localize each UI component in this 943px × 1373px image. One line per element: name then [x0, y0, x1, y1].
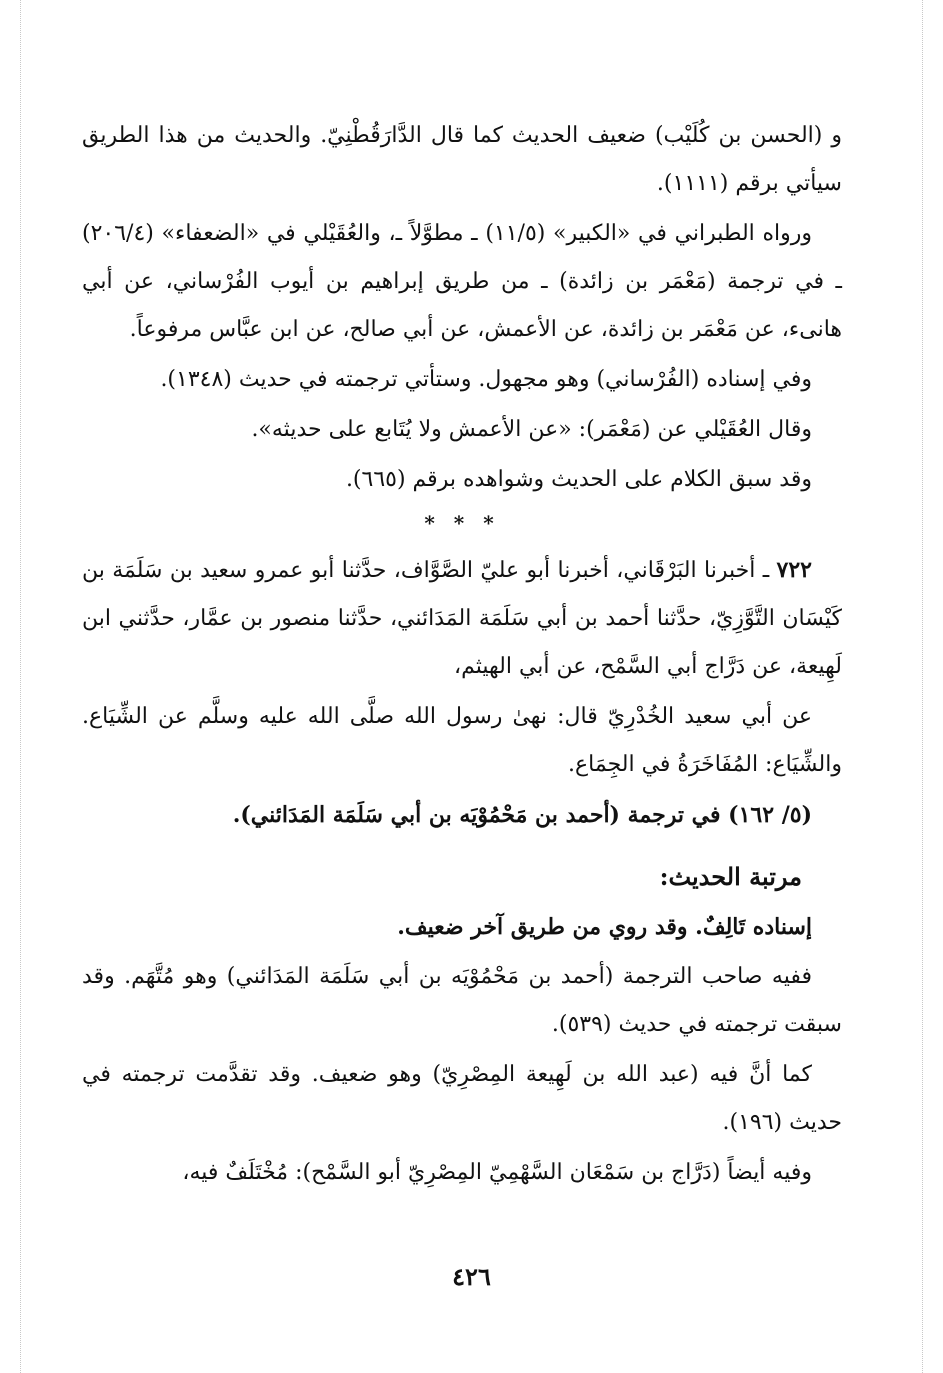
hadith-number: ٧٢٢: [776, 557, 812, 583]
page-edge-line-left: [20, 0, 21, 1373]
grade-heading: مرتبة الحديث:: [659, 862, 802, 891]
grade-paragraph-3: وفيه أيضاً (دَرَّاج بن سَمْعَان السَّهْمِيّ المِصْرِيّ أبو السَّمْح): مُخْتَلَفٌ فيه،: [182, 1160, 812, 1185]
grade-statement: إسناده تَالِفٌ. وقد روي من طريق آخر ضعيف.: [397, 914, 812, 940]
footnote-paragraph-2: ورواه الطبراني في «الكبير» (١١/٥) ـ مطوَّلاً ـ، والعُقَيْلي في «الضعفاء» (٢٠٦/٤) ـ في ترجمة (مَعْمَر بن زائدة) ـ من طريق إبراهيم بن أيوب الفُرْساني، عن أبي هانىء، عن مَعْمَر بن زائدة، عن الأعمش، عن أبي صالح، عن ابن عبَّاس مرفوعاً.: [82, 221, 842, 342]
section-separator: * * *: [424, 511, 500, 535]
grade-paragraph-2: كما أنَّ فيه (عبد الله بن لَهِيعة المِصْرِيّ) وهو ضعيف. وقد تقدَّمت ترجمته في حديث (١٩٦).: [82, 1062, 842, 1135]
footnote-paragraph-1: و (الحسن بن كُلَيْب) ضعيف الحديث كما قال الدَّارَقُطْنِيّ. والحديث من هذا الطريق سيأتي برقم (١١١١).: [82, 123, 842, 196]
hadith-matn: عن أبي سعيد الخُدْرِيّ قال: نهىٰ رسول الله صلَّى الله عليه وسلَّم عن الشِّيَاع. والشِّيَاع: المُفَاخَرَةُ في الجِمَاع.: [82, 704, 842, 777]
hadith-chain: [82, 546, 842, 691]
footnote-paragraph-3: وفي إسناده (الفُرْساني) وهو مجهول. وستأتي ترجمته في حديث (١٣٤٨).: [160, 367, 812, 392]
grade-paragraph-1: ففيه صاحب الترجمة (أحمد بن مَحْمُوْيَه بن أبي سَلَمَة المَدَائني) وهو مُتَّهَم. وقد سبقت ترجمته في حديث (٥٣٩).: [82, 964, 842, 1037]
hadith-source: (٥/ ١٦٢) في ترجمة (أحمد بن مَحْمُوْيَه بن أبي سَلَمَة المَدَائني).: [232, 802, 812, 828]
footnote-paragraph-4: وقال العُقَيْلي عن (مَعْمَر): «عن الأعمش ولا يُتَابع على حديثه».: [251, 417, 812, 442]
document-page: [82, 112, 842, 1199]
page-edge-line-right: [922, 0, 923, 1373]
page-number: ٤٢٦: [452, 1262, 491, 1291]
footnote-paragraph-5: وقد سبق الكلام على الحديث وشواهده برقم (٦٦٥).: [345, 467, 812, 492]
hadith-isnad: ـ أخبرنا البَرْقَاني، أخبرنا أبو عليّ الصَّوَّاف، حدَّثنا أبو عمرو سعيد بن سَلَمَة بن كَيْسَان التَّوَّزِيّ، حدَّثنا أحمد بن أبي سَلَمَة المَدَائني، حدَّثنا منصور بن عمَّار، حدَّثني ابن لَهِيعة، عن دَرَّاج أبي السَّمْح، عن أبي الهيثم،: [82, 558, 842, 679]
